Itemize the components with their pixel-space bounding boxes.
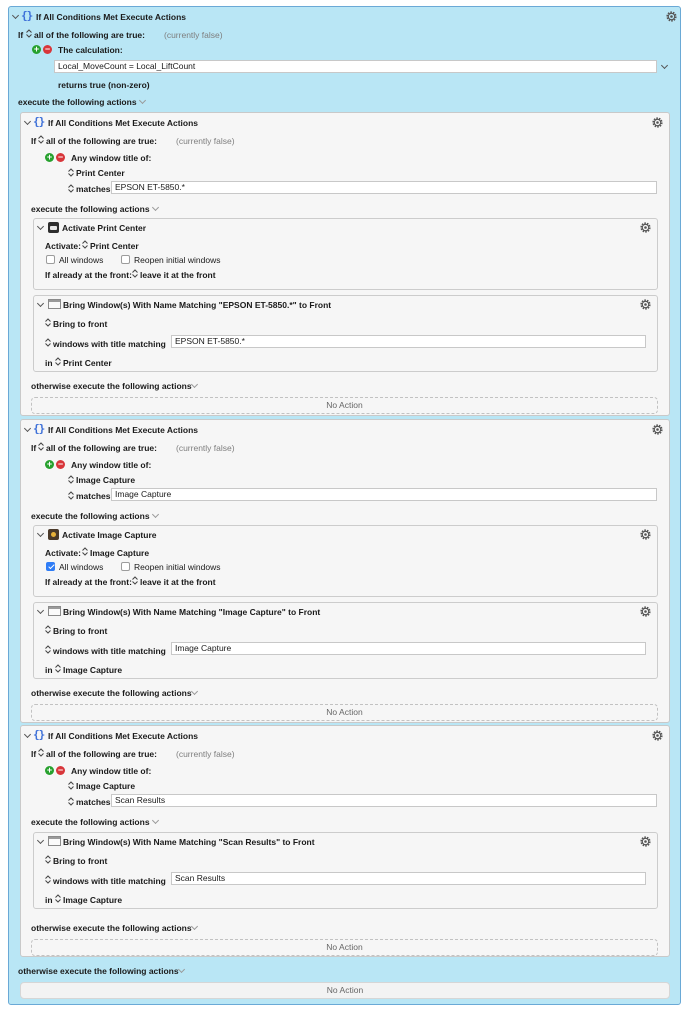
reopen-checkbox[interactable] (121, 255, 130, 264)
chevron-down-icon[interactable] (12, 13, 20, 21)
updown-icon[interactable] (68, 475, 74, 484)
all-windows-label: All windows (59, 562, 104, 572)
no-action-placeholder[interactable]: No Action (31, 939, 658, 956)
block-title: If All Conditions Met Execute Actions (48, 118, 199, 128)
top-if-action (8, 6, 681, 1005)
matches-value: EPSON ET-5850.* (115, 182, 185, 192)
condition-status: (currently false) (176, 749, 235, 759)
activate-label: Activate: (45, 241, 81, 251)
condition-type: Any window title of: (71, 153, 152, 163)
gear-icon[interactable] (639, 221, 652, 234)
if-block-1 (20, 112, 670, 416)
gear-icon[interactable] (651, 729, 664, 742)
add-condition-button[interactable]: + (46, 765, 53, 775)
title-match-value: Scan Results (175, 873, 226, 883)
chevron-down-icon[interactable] (152, 205, 160, 213)
otherwise-label: otherwise execute the following actions (31, 688, 192, 698)
chevron-down-icon[interactable] (191, 689, 199, 697)
updown-icon[interactable] (55, 357, 61, 366)
otherwise-label: otherwise execute the following actions (31, 923, 192, 933)
chevron-down-icon[interactable] (24, 119, 32, 127)
app-popup[interactable]: Image Capture (63, 665, 123, 675)
calculation-label: The calculation: (58, 45, 123, 55)
chevron-down-icon[interactable] (152, 818, 160, 826)
match-mode-popup[interactable]: all of the following are true: (46, 749, 157, 759)
match-mode-popup[interactable]: all of the following are true: (34, 30, 145, 40)
matches-label[interactable]: matches (76, 491, 111, 501)
braces-icon: {} (33, 115, 45, 128)
bring-window-action (33, 832, 658, 909)
matches-label[interactable]: matches (76, 797, 111, 807)
front-label: If already at the front: (45, 577, 132, 587)
app-popup[interactable]: Print Center (63, 358, 112, 368)
add-condition-button[interactable]: + (46, 152, 53, 162)
title-match-value: Image Capture (175, 643, 232, 653)
all-windows-label: All windows (59, 255, 104, 265)
block-title: If All Conditions Met Execute Actions (48, 425, 199, 435)
bring-title: Bring Window(s) With Name Matching "EPSON ET-5850.*" to Front (63, 300, 332, 310)
braces-icon: {} (33, 728, 45, 741)
window-icon (48, 299, 61, 309)
bring-popup[interactable]: Bring to front (53, 856, 108, 866)
otherwise-label: otherwise execute the following actions (18, 966, 179, 976)
front-label: If already at the front: (45, 270, 132, 280)
updown-icon[interactable] (68, 491, 74, 500)
execute-label: execute the following actions (18, 97, 137, 107)
chevron-down-icon[interactable] (139, 98, 147, 106)
otherwise-label: otherwise execute the following actions (31, 381, 192, 391)
match-mode-popup[interactable]: all of the following are true: (46, 136, 157, 146)
front-popup[interactable]: leave it at the front (140, 270, 216, 280)
remove-condition-button[interactable]: − (57, 765, 64, 775)
title-match-value: EPSON ET-5850.* (175, 336, 245, 346)
chevron-down-icon[interactable] (37, 531, 45, 539)
execute-label: execute the following actions (31, 817, 150, 827)
execute-label: execute the following actions (31, 511, 150, 521)
condition-status: (currently false) (176, 443, 235, 453)
matches-field[interactable] (111, 488, 657, 501)
braces-icon: {} (33, 422, 45, 435)
match-label[interactable]: windows with title matching (53, 876, 166, 886)
updown-icon[interactable] (82, 547, 88, 556)
chevron-down-icon[interactable] (191, 924, 199, 932)
chevron-down-icon[interactable] (37, 301, 45, 309)
activate-label: Activate: (45, 548, 81, 558)
bring-title: Bring Window(s) With Name Matching "Image Capture" to Front (63, 607, 321, 617)
reopen-checkbox[interactable] (121, 562, 130, 571)
block-title: If All Conditions Met Execute Actions (48, 731, 199, 741)
matches-value: Scan Results (115, 795, 166, 805)
activate-title: Activate Print Center (62, 223, 147, 233)
gear-icon[interactable] (639, 835, 652, 848)
app-popup[interactable]: Image Capture (76, 781, 136, 791)
calculation-value: Local_MoveCount = Local_LiftCount (58, 61, 196, 71)
gear-icon[interactable] (639, 528, 652, 541)
gear-icon[interactable] (639, 605, 652, 618)
updown-icon[interactable] (26, 29, 32, 38)
execute-label: execute the following actions (31, 204, 150, 214)
if-block-3 (20, 725, 670, 957)
updown-icon[interactable] (68, 781, 74, 790)
gear-icon[interactable] (651, 116, 664, 129)
app-popup[interactable]: Print Center (76, 168, 125, 178)
remove-condition-button[interactable]: − (57, 459, 64, 469)
braces-icon: {} (21, 9, 33, 22)
matches-label[interactable]: matches (76, 184, 111, 194)
title-match-field[interactable] (171, 872, 646, 885)
updown-icon[interactable] (45, 855, 51, 864)
updown-icon[interactable] (38, 442, 44, 451)
updown-icon[interactable] (38, 135, 44, 144)
returns-label: returns true (non-zero) (58, 80, 150, 90)
updown-icon[interactable] (82, 240, 88, 249)
in-label: in (45, 665, 53, 675)
match-mode-popup[interactable]: all of the following are true: (46, 443, 157, 453)
app-popup[interactable]: Image Capture (90, 548, 150, 558)
window-icon (48, 606, 61, 616)
bring-window-action (33, 602, 658, 679)
front-popup[interactable]: leave it at the front (140, 577, 216, 587)
window-icon (48, 836, 61, 846)
chevron-down-icon[interactable] (661, 63, 669, 71)
updown-icon[interactable] (45, 645, 51, 654)
updown-icon[interactable] (68, 184, 74, 193)
bring-window-action (33, 295, 658, 372)
in-label: in (45, 358, 53, 368)
updown-icon[interactable] (68, 797, 74, 806)
activate-title: Activate Image Capture (62, 530, 157, 540)
activate-action (33, 525, 658, 597)
all-windows-checkbox[interactable] (46, 562, 55, 571)
add-condition-button[interactable]: + (33, 44, 40, 54)
no-action-placeholder[interactable]: No Action (31, 397, 658, 414)
updown-icon[interactable] (45, 625, 51, 634)
image-capture-icon (48, 529, 59, 540)
chevron-down-icon[interactable] (152, 512, 160, 520)
matches-field[interactable] (111, 794, 657, 807)
match-label[interactable]: windows with title matching (53, 646, 166, 656)
if-label: If (31, 443, 37, 453)
title-match-field[interactable] (171, 642, 646, 655)
no-action-placeholder[interactable]: No Action (31, 704, 658, 721)
if-label: If (31, 136, 37, 146)
all-windows-checkbox[interactable] (46, 255, 55, 264)
no-action-placeholder[interactable]: No Action (20, 982, 670, 999)
updown-icon[interactable] (55, 894, 61, 903)
if-block-2 (20, 419, 670, 723)
condition-status: (currently false) (176, 136, 235, 146)
print-center-icon (48, 222, 59, 233)
gear-icon[interactable] (639, 298, 652, 311)
remove-condition-button[interactable]: − (57, 152, 64, 162)
matches-field[interactable] (111, 181, 657, 194)
matches-value: Image Capture (115, 489, 172, 499)
if-label: If (31, 749, 37, 759)
title-match-field[interactable] (171, 335, 646, 348)
calculation-field[interactable] (54, 60, 657, 73)
gear-icon[interactable] (651, 423, 664, 436)
bring-title: Bring Window(s) With Name Matching "Scan Results" to Front (63, 837, 315, 847)
app-popup[interactable]: Print Center (90, 241, 139, 251)
updown-icon[interactable] (38, 748, 44, 757)
chevron-down-icon[interactable] (178, 967, 186, 975)
app-popup[interactable]: Image Capture (63, 895, 123, 905)
condition-type: Any window title of: (71, 460, 152, 470)
updown-icon[interactable] (45, 338, 51, 347)
updown-icon[interactable] (68, 168, 74, 177)
app-popup[interactable]: Image Capture (76, 475, 136, 485)
condition-type: Any window title of: (71, 766, 152, 776)
match-label[interactable]: windows with title matching (53, 339, 166, 349)
reopen-label: Reopen initial windows (134, 562, 221, 572)
if-label: If (18, 30, 24, 40)
updown-icon[interactable] (55, 664, 61, 673)
in-label: in (45, 895, 53, 905)
chevron-down-icon[interactable] (37, 608, 45, 616)
bring-popup[interactable]: Bring to front (53, 319, 108, 329)
chevron-down-icon[interactable] (37, 224, 45, 232)
gear-icon[interactable] (665, 10, 678, 23)
updown-icon[interactable] (132, 576, 138, 585)
activate-action (33, 218, 658, 290)
bring-popup[interactable]: Bring to front (53, 626, 108, 636)
condition-status: (currently false) (164, 30, 223, 40)
remove-condition-button[interactable]: − (44, 44, 51, 54)
chevron-down-icon[interactable] (24, 426, 32, 434)
add-condition-button[interactable]: + (46, 459, 53, 469)
updown-icon[interactable] (45, 318, 51, 327)
updown-icon[interactable] (45, 875, 51, 884)
chevron-down-icon[interactable] (37, 838, 45, 846)
reopen-label: Reopen initial windows (134, 255, 221, 265)
chevron-down-icon[interactable] (24, 732, 32, 740)
action-title: If All Conditions Met Execute Actions (36, 12, 187, 22)
chevron-down-icon[interactable] (191, 382, 199, 390)
updown-icon[interactable] (132, 269, 138, 278)
